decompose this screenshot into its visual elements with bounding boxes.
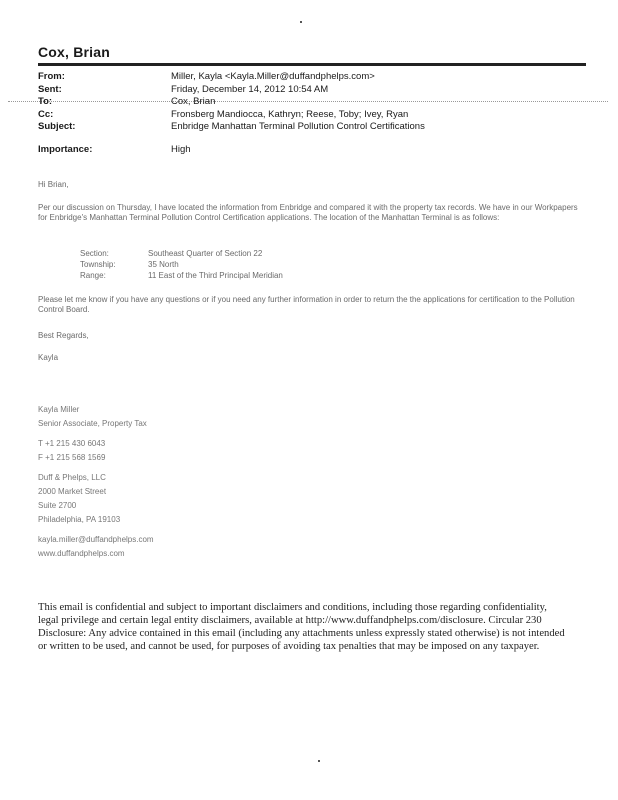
scan-speck: [318, 760, 320, 762]
signature-title: Senior Associate, Property Tax: [38, 419, 147, 428]
closing: Best Regards,: [38, 331, 89, 340]
sent-value: Friday, December 14, 2012 10:54 AM: [171, 84, 329, 95]
legal-disclaimer: This email is confidential and subject to important disclaimers and conditions, including those regarding confidentiality, legal privilege and certain legal entity disclaimers, available at http://www.duffandphelps.com/disclosure. Circular 230 Disclosure: Any advice contained in this email (including any attachments unless expressly stated otherwise) is not intended or written to be used, and cannot be used, for purposes of avoiding tax penalties that may be imposed on any taxpayer.: [38, 602, 565, 652]
subject-label: Subject:: [38, 121, 76, 132]
location-township-key: Township:: [80, 260, 116, 269]
signature-company: Duff & Phelps, LLC: [38, 473, 106, 482]
signature-street: 2000 Market Street: [38, 487, 107, 496]
body-paragraph-1: Per our discussion on Thursday, I have located the information from Enbridge and compared it with the property tax records. We have in our Workpapers for Enbridge's Manhattan Terminal Pollution Control Certification applications. The location of the Manhattan Terminal is as follows:: [38, 203, 578, 222]
to-label: To:: [38, 96, 53, 107]
to-value: Cox, Brian: [171, 96, 216, 107]
signature-fax: F +1 215 568 1569: [38, 453, 106, 462]
location-section-value: Southeast Quarter of Section 22: [148, 249, 263, 258]
scan-speck: [300, 21, 302, 23]
header-rule: [38, 63, 586, 66]
signature-name: Kayla Miller: [38, 405, 80, 414]
location-township-value: 35 North: [148, 260, 179, 269]
body-paragraph-2: Please let me know if you have any questions or if you need any further information in order to return the the applications for certification to the Pollution Control Board.: [38, 295, 575, 314]
from-value: Miller, Kayla <Kayla.Miller@duffandphelps.com>: [171, 71, 375, 82]
greeting: Hi Brian,: [38, 180, 69, 189]
from-label: From:: [38, 71, 65, 82]
sent-label: Sent:: [38, 84, 62, 95]
signature-web: www.duffandphelps.com: [38, 549, 125, 558]
scan-noise-line: [8, 101, 608, 102]
location-range-key: Range:: [80, 271, 106, 280]
importance-value: High: [171, 144, 191, 155]
signature-city: Philadelphia, PA 19103: [38, 515, 121, 524]
signature-suite: Suite 2700: [38, 501, 77, 510]
cc-value: Fronsberg Mandiocca, Kathryn; Reese, Toby; Ivey, Ryan: [171, 109, 409, 120]
subject-value: Enbridge Manhattan Terminal Pollution Control Certifications: [171, 121, 425, 132]
importance-label: Importance:: [38, 144, 93, 155]
mailbox-owner-name: Cox, Brian: [38, 44, 111, 60]
signature-email: kayla.miller@duffandphelps.com: [38, 535, 154, 544]
signature-phone: T +1 215 430 6043: [38, 439, 106, 448]
initials: Kayla: [38, 353, 59, 362]
location-section-key: Section:: [80, 249, 109, 258]
location-range-value: 11 East of the Third Principal Meridian: [148, 271, 283, 280]
cc-label: Cc:: [38, 109, 54, 120]
